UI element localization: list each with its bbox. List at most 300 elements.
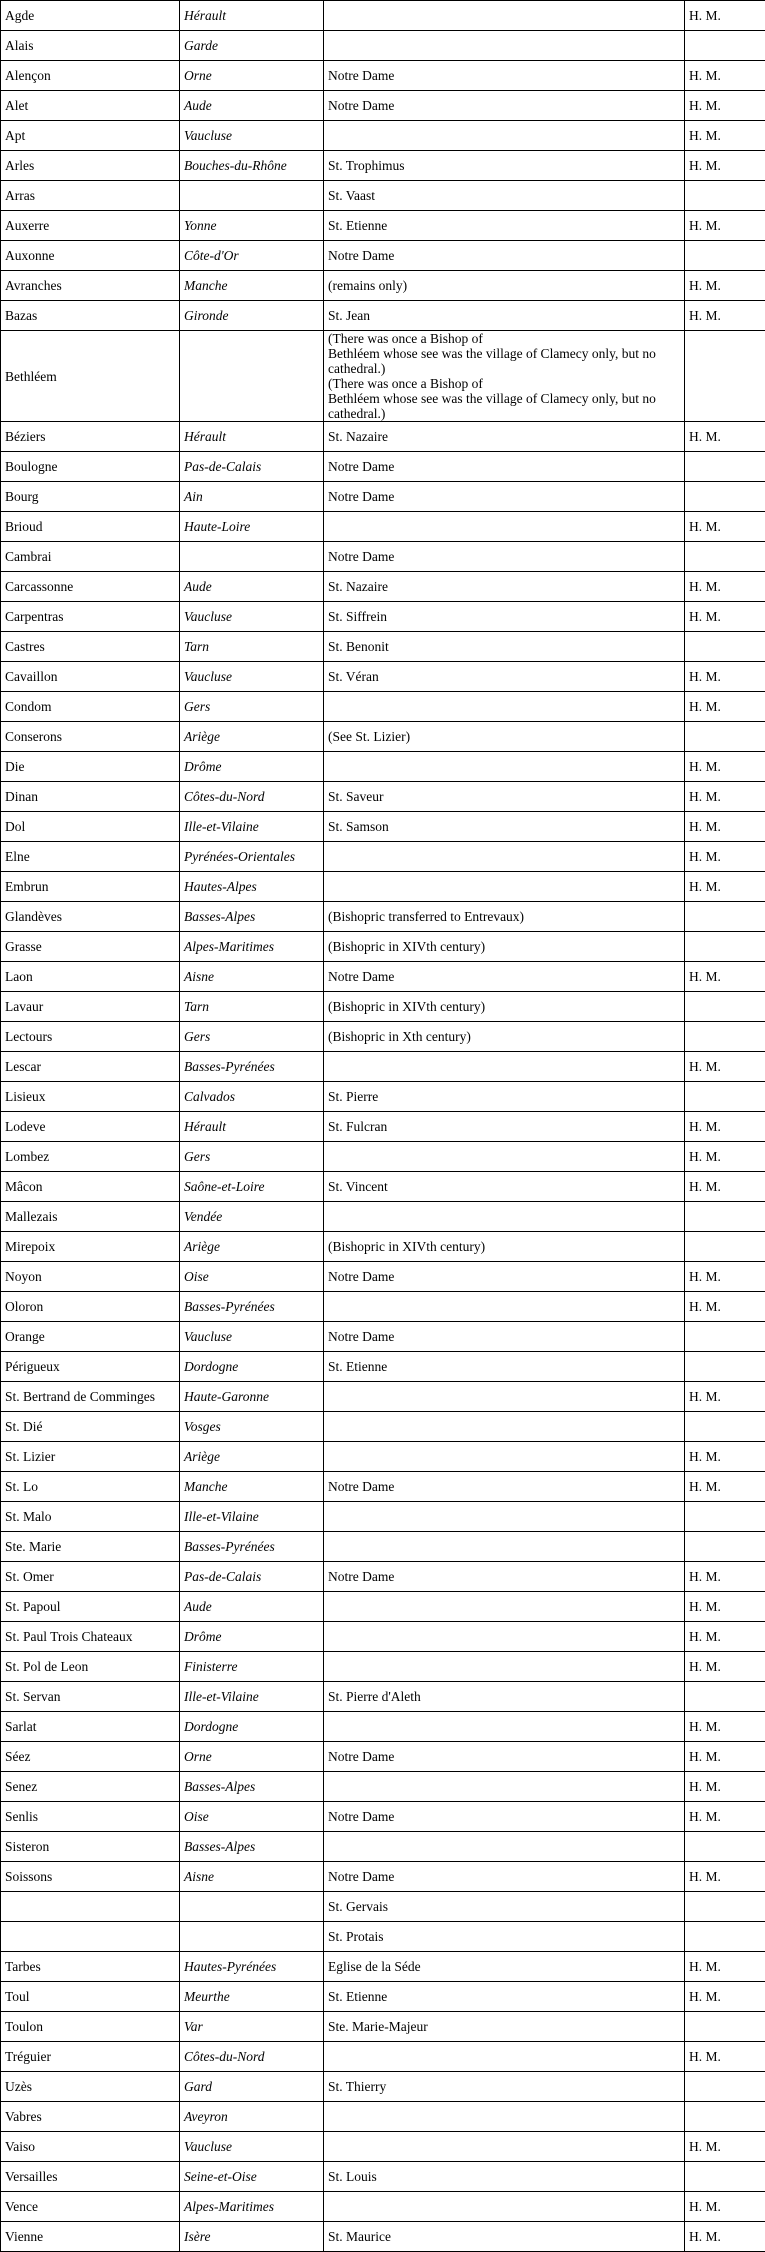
monument-cell: [685, 1022, 765, 1052]
monument-cell: H. M.: [685, 61, 765, 91]
cathedral-cell: [324, 1412, 685, 1442]
table-row: [1, 211, 765, 241]
town-cell: Alençon: [1, 61, 180, 91]
table-row: [1, 782, 765, 812]
department-cell: [180, 542, 324, 572]
town-cell: Sarlat: [1, 1712, 180, 1742]
cathedral-cell: [324, 692, 685, 722]
monument-cell: [685, 1532, 765, 1562]
table-row: [1, 1382, 765, 1412]
monument-cell: H. M.: [685, 812, 765, 842]
table-row: [1, 1112, 765, 1142]
town-cell: Cambrai: [1, 542, 180, 572]
cathedral-cell: [324, 512, 685, 542]
town-cell: Avranches: [1, 271, 180, 301]
department-cell: Vendée: [180, 1202, 324, 1232]
table-row: [1, 1892, 765, 1922]
department-cell: Pyrénées-Orientales: [180, 842, 324, 872]
department-cell: Oise: [180, 1802, 324, 1832]
town-cell: Alet: [1, 91, 180, 121]
department-cell: Alpes-Maritimes: [180, 932, 324, 962]
town-cell: Vabres: [1, 2102, 180, 2132]
table-row: [1, 1262, 765, 1292]
town-cell: Tarbes: [1, 1952, 180, 1982]
department-cell: Garde: [180, 31, 324, 61]
cathedral-cell: [324, 1, 685, 31]
cathedral-cell: [324, 1142, 685, 1172]
table-row: [1, 121, 765, 151]
town-cell: Tréguier: [1, 2042, 180, 2072]
town-cell: Carpentras: [1, 602, 180, 632]
table-row: [1, 1142, 765, 1172]
monument-cell: H. M.: [685, 512, 765, 542]
monument-cell: [685, 932, 765, 962]
table-row: [1, 181, 765, 211]
table-row: [1, 1532, 765, 1562]
department-cell: Gironde: [180, 301, 324, 331]
cathedral-cell: St. Vincent: [324, 1172, 685, 1202]
town-cell: Oloron: [1, 1292, 180, 1322]
cathedral-cell: St. Benonit: [324, 632, 685, 662]
town-cell: Lescar: [1, 1052, 180, 1082]
town-cell: Embrun: [1, 872, 180, 902]
town-cell: Alais: [1, 31, 180, 61]
table-row: [1, 1802, 765, 1832]
town-cell: Dinan: [1, 782, 180, 812]
cathedral-cell: [324, 1592, 685, 1622]
table-row: [1, 2222, 765, 2252]
town-cell: Die: [1, 752, 180, 782]
cathedral-cell: Notre Dame: [324, 452, 685, 482]
monument-cell: H. M.: [685, 121, 765, 151]
department-cell: [180, 1922, 324, 1952]
monument-cell: H. M.: [685, 2192, 765, 2222]
department-cell: Vaucluse: [180, 2132, 324, 2162]
cathedral-note-line: (There was once a Bishop of: [328, 331, 680, 346]
cathedral-cell: Notre Dame: [324, 1472, 685, 1502]
cathedral-note-line: Bethléem whose see was the village of Clamecy only, but no cathedral.): [328, 391, 680, 421]
cathedral-cell: [324, 872, 685, 902]
monument-cell: [685, 1892, 765, 1922]
table-row: [1, 1232, 765, 1262]
town-cell: Sisteron: [1, 1832, 180, 1862]
monument-cell: H. M.: [685, 1112, 765, 1142]
table-row: [1, 1682, 765, 1712]
monument-cell: H. M.: [685, 271, 765, 301]
town-cell: Auxerre: [1, 211, 180, 241]
town-cell: St. Malo: [1, 1502, 180, 1532]
table-row: [1, 1022, 765, 1052]
town-cell: Mallezais: [1, 1202, 180, 1232]
table-row: [1, 842, 765, 872]
department-cell: Basses-Alpes: [180, 1832, 324, 1862]
table-row: [1, 1082, 765, 1112]
town-cell: Carcassonne: [1, 572, 180, 602]
town-cell: Elne: [1, 842, 180, 872]
department-cell: Vaucluse: [180, 662, 324, 692]
town-cell: Senlis: [1, 1802, 180, 1832]
cathedral-cell: [324, 121, 685, 151]
table-row: [1, 1, 765, 31]
department-cell: Hérault: [180, 1, 324, 31]
cathedral-cell: (Bishopric transferred to Entrevaux): [324, 902, 685, 932]
department-cell: Vaucluse: [180, 121, 324, 151]
table-row: [1, 2192, 765, 2222]
cathedral-cell: St. Maurice: [324, 2222, 685, 2252]
cathedral-cell: [324, 1052, 685, 1082]
cathedral-cell: Notre Dame: [324, 1262, 685, 1292]
monument-cell: H. M.: [685, 1712, 765, 1742]
town-cell: St. Paul Trois Chateaux: [1, 1622, 180, 1652]
department-cell: Drôme: [180, 752, 324, 782]
department-cell: Calvados: [180, 1082, 324, 1112]
monument-cell: [685, 331, 765, 422]
department-cell: Basses-Alpes: [180, 902, 324, 932]
cathedral-cell: St. Thierry: [324, 2072, 685, 2102]
monument-cell: H. M.: [685, 91, 765, 121]
department-cell: [180, 331, 324, 422]
cathedral-cell: St. Pierre: [324, 1082, 685, 1112]
town-cell: St. Omer: [1, 1562, 180, 1592]
table-row: [1, 271, 765, 301]
monument-cell: H. M.: [685, 1292, 765, 1322]
monument-cell: H. M.: [685, 1052, 765, 1082]
table-row: [1, 2132, 765, 2162]
table-row: [1, 1742, 765, 1772]
cathedral-cell: [324, 1622, 685, 1652]
town-cell: St. Papoul: [1, 1592, 180, 1622]
town-cell: Senez: [1, 1772, 180, 1802]
cathedral-cell: St. Samson: [324, 812, 685, 842]
monument-cell: [685, 1322, 765, 1352]
cathedral-cell: St. Trophimus: [324, 151, 685, 181]
department-cell: Aude: [180, 572, 324, 602]
monument-cell: [685, 722, 765, 752]
monument-cell: H. M.: [685, 1952, 765, 1982]
cathedral-cell: (remains only): [324, 271, 685, 301]
table-row: [1, 422, 765, 452]
monument-cell: H. M.: [685, 2042, 765, 2072]
table-row: [1, 872, 765, 902]
cathedral-cell: [324, 1772, 685, 1802]
table-row: [1, 932, 765, 962]
town-cell: Bourg: [1, 482, 180, 512]
cathedral-cell: (Bishopric in XIVth century): [324, 1232, 685, 1262]
cathedral-cell: St. Louis: [324, 2162, 685, 2192]
monument-cell: H. M.: [685, 572, 765, 602]
cathedral-cell: Notre Dame: [324, 91, 685, 121]
department-cell: Manche: [180, 271, 324, 301]
department-cell: Haute-Garonne: [180, 1382, 324, 1412]
department-cell: Ille-et-Vilaine: [180, 812, 324, 842]
department-cell: Côtes-du-Nord: [180, 782, 324, 812]
table-row: [1, 482, 765, 512]
cathedral-cell: Notre Dame: [324, 1322, 685, 1352]
cathedral-cell: St. Véran: [324, 662, 685, 692]
department-cell: Vaucluse: [180, 602, 324, 632]
town-cell: Béziers: [1, 422, 180, 452]
cathedral-cell: (Bishopric in XIVth century): [324, 932, 685, 962]
table-row: [1, 1712, 765, 1742]
town-cell: Arles: [1, 151, 180, 181]
town-cell: Vienne: [1, 2222, 180, 2252]
department-cell: Basses-Alpes: [180, 1772, 324, 1802]
cathedral-cell: [324, 1382, 685, 1412]
department-cell: Gers: [180, 1022, 324, 1052]
monument-cell: H. M.: [685, 1622, 765, 1652]
town-cell: Agde: [1, 1, 180, 31]
department-cell: Aude: [180, 1592, 324, 1622]
table-row: [1, 1622, 765, 1652]
monument-cell: [685, 181, 765, 211]
town-cell: Glandèves: [1, 902, 180, 932]
cathedral-cell: Ste. Marie-Majeur: [324, 2012, 685, 2042]
table-row: [1, 632, 765, 662]
monument-cell: H. M.: [685, 1652, 765, 1682]
table-row: [1, 1322, 765, 1352]
town-cell: Orange: [1, 1322, 180, 1352]
cathedral-note-line: (There was once a Bishop of: [328, 376, 680, 391]
table-row: [1, 1472, 765, 1502]
table-row: [1, 1982, 765, 2012]
table-row: [1, 1052, 765, 1082]
table-row: [1, 1562, 765, 1592]
table-row: [1, 1412, 765, 1442]
department-cell: Bouches-du-Rhône: [180, 151, 324, 181]
department-cell: Aude: [180, 91, 324, 121]
department-cell: Ariège: [180, 722, 324, 752]
monument-cell: [685, 542, 765, 572]
department-cell: Gers: [180, 1142, 324, 1172]
monument-cell: H. M.: [685, 602, 765, 632]
table-row: [1, 301, 765, 331]
cathedral-cell: Notre Dame: [324, 962, 685, 992]
monument-cell: H. M.: [685, 1472, 765, 1502]
table-row: [1, 692, 765, 722]
town-cell: Condom: [1, 692, 180, 722]
monument-cell: H. M.: [685, 422, 765, 452]
table-row: [1, 2042, 765, 2072]
cathedral-cell: St. Nazaire: [324, 422, 685, 452]
department-cell: Aisne: [180, 962, 324, 992]
town-cell: Vence: [1, 2192, 180, 2222]
town-cell: Toulon: [1, 2012, 180, 2042]
monument-cell: [685, 1412, 765, 1442]
town-cell: Laon: [1, 962, 180, 992]
table-row: [1, 1592, 765, 1622]
town-cell: Lavaur: [1, 992, 180, 1022]
cathedral-cell: St. Siffrein: [324, 602, 685, 632]
cathedral-cell: [324, 752, 685, 782]
monument-cell: [685, 2102, 765, 2132]
monument-cell: H. M.: [685, 1442, 765, 1472]
town-cell: Bethléem: [1, 331, 180, 422]
monument-cell: H. M.: [685, 962, 765, 992]
table-row: [1, 1922, 765, 1952]
department-cell: Aveyron: [180, 2102, 324, 2132]
table-row: [1, 752, 765, 782]
monument-cell: H. M.: [685, 151, 765, 181]
department-cell: Aisne: [180, 1862, 324, 1892]
cathedral-cell: St. Vaast: [324, 181, 685, 211]
department-cell: Basses-Pyrénées: [180, 1052, 324, 1082]
town-cell: Castres: [1, 632, 180, 662]
department-cell: Vosges: [180, 1412, 324, 1442]
monument-cell: H. M.: [685, 662, 765, 692]
town-cell: [1, 1922, 180, 1952]
cathedral-cell: [324, 2132, 685, 2162]
department-cell: Ain: [180, 482, 324, 512]
cathedral-cell: St. Saveur: [324, 782, 685, 812]
cathedral-cell: Notre Dame: [324, 1802, 685, 1832]
town-cell: Noyon: [1, 1262, 180, 1292]
department-cell: Hérault: [180, 1112, 324, 1142]
town-cell: Séez: [1, 1742, 180, 1772]
town-cell: St. Dié: [1, 1412, 180, 1442]
table-row: [1, 1772, 765, 1802]
department-cell: Manche: [180, 1472, 324, 1502]
monument-cell: H. M.: [685, 301, 765, 331]
cathedral-cell: Notre Dame: [324, 1562, 685, 1592]
table-row: [1, 1652, 765, 1682]
monument-cell: [685, 2012, 765, 2042]
town-cell: Uzès: [1, 2072, 180, 2102]
town-cell: Apt: [1, 121, 180, 151]
table-row: [1, 2012, 765, 2042]
department-cell: Gers: [180, 692, 324, 722]
table-row: [1, 1832, 765, 1862]
monument-cell: H. M.: [685, 1862, 765, 1892]
monument-cell: H. M.: [685, 752, 765, 782]
cathedral-cell: St. Jean: [324, 301, 685, 331]
cathedral-cell: [324, 31, 685, 61]
table-row: [1, 331, 765, 422]
town-cell: Ste. Marie: [1, 1532, 180, 1562]
table-row: [1, 992, 765, 1022]
monument-cell: [685, 1922, 765, 1952]
monument-cell: H. M.: [685, 1172, 765, 1202]
monument-cell: H. M.: [685, 1262, 765, 1292]
department-cell: Hautes-Pyrénées: [180, 1952, 324, 1982]
cathedral-cell: [324, 1292, 685, 1322]
monument-cell: [685, 1082, 765, 1112]
town-cell: Dol: [1, 812, 180, 842]
monument-cell: H. M.: [685, 1142, 765, 1172]
cathedral-cell: St. Nazaire: [324, 572, 685, 602]
town-cell: Mirepoix: [1, 1232, 180, 1262]
department-cell: Ariège: [180, 1442, 324, 1472]
department-cell: Meurthe: [180, 1982, 324, 2012]
department-cell: Orne: [180, 61, 324, 91]
department-cell: Drôme: [180, 1622, 324, 1652]
town-cell: St. Lizier: [1, 1442, 180, 1472]
monument-cell: H. M.: [685, 692, 765, 722]
table-row: [1, 1862, 765, 1892]
table-row: [1, 1442, 765, 1472]
monument-cell: H. M.: [685, 1772, 765, 1802]
monument-cell: [685, 1202, 765, 1232]
town-cell: Lectours: [1, 1022, 180, 1052]
table-row: [1, 1502, 765, 1532]
table-row: [1, 452, 765, 482]
department-cell: Saône-et-Loire: [180, 1172, 324, 1202]
cathedral-cell: [324, 1832, 685, 1862]
department-cell: Finisterre: [180, 1652, 324, 1682]
monument-cell: H. M.: [685, 872, 765, 902]
monument-cell: H. M.: [685, 1, 765, 31]
monument-cell: [685, 241, 765, 271]
department-cell: Ariège: [180, 1232, 324, 1262]
department-cell: Côtes-du-Nord: [180, 2042, 324, 2072]
monument-cell: [685, 1232, 765, 1262]
cathedral-cell: [324, 1532, 685, 1562]
monument-cell: H. M.: [685, 1742, 765, 1772]
table-row: [1, 812, 765, 842]
table-row: [1, 1172, 765, 1202]
cathedral-cell: St. Gervais: [324, 1892, 685, 1922]
cathedral-cell: [324, 331, 685, 422]
table-row: [1, 572, 765, 602]
monument-cell: H. M.: [685, 1562, 765, 1592]
cathedral-cell: St. Fulcran: [324, 1112, 685, 1142]
cathedral-cell: [324, 1652, 685, 1682]
table-row: [1, 1202, 765, 1232]
monument-cell: [685, 452, 765, 482]
town-cell: Conserons: [1, 722, 180, 752]
monument-cell: [685, 992, 765, 1022]
monument-cell: H. M.: [685, 1592, 765, 1622]
town-cell: St. Bertrand de Comminges: [1, 1382, 180, 1412]
monument-cell: H. M.: [685, 1802, 765, 1832]
table-row: [1, 1952, 765, 1982]
cathedral-cell: Notre Dame: [324, 1862, 685, 1892]
cathedral-cell: (Bishopric in Xth century): [324, 1022, 685, 1052]
town-cell: St. Servan: [1, 1682, 180, 1712]
table-row: [1, 1292, 765, 1322]
cathedral-cell: [324, 842, 685, 872]
department-cell: Seine-et-Oise: [180, 2162, 324, 2192]
cathedral-note-line: Bethléem whose see was the village of Clamecy only, but no cathedral.): [328, 346, 680, 376]
town-cell: Lodeve: [1, 1112, 180, 1142]
department-cell: Vaucluse: [180, 1322, 324, 1352]
department-cell: Dordogne: [180, 1352, 324, 1382]
cathedral-cell: St. Pierre d'Aleth: [324, 1682, 685, 1712]
cathedral-cell: Notre Dame: [324, 1742, 685, 1772]
department-cell: Côte-d'Or: [180, 241, 324, 271]
monument-cell: [685, 31, 765, 61]
town-cell: Vaiso: [1, 2132, 180, 2162]
cathedral-cell: Notre Dame: [324, 482, 685, 512]
department-cell: Ille-et-Vilaine: [180, 1682, 324, 1712]
department-cell: Yonne: [180, 211, 324, 241]
monument-cell: [685, 632, 765, 662]
town-cell: Arras: [1, 181, 180, 211]
cathedral-cell: Notre Dame: [324, 241, 685, 271]
monument-cell: H. M.: [685, 1982, 765, 2012]
table-row: [1, 2102, 765, 2132]
department-cell: Gard: [180, 2072, 324, 2102]
cathedral-cell: Eglise de la Séde: [324, 1952, 685, 1982]
department-cell: [180, 1892, 324, 1922]
cathedral-cell: (See St. Lizier): [324, 722, 685, 752]
department-cell: Tarn: [180, 632, 324, 662]
town-cell: Mâcon: [1, 1172, 180, 1202]
town-cell: Périgueux: [1, 1352, 180, 1382]
town-cell: Bazas: [1, 301, 180, 331]
table-row: [1, 151, 765, 181]
monument-cell: H. M.: [685, 842, 765, 872]
town-cell: Soissons: [1, 1862, 180, 1892]
